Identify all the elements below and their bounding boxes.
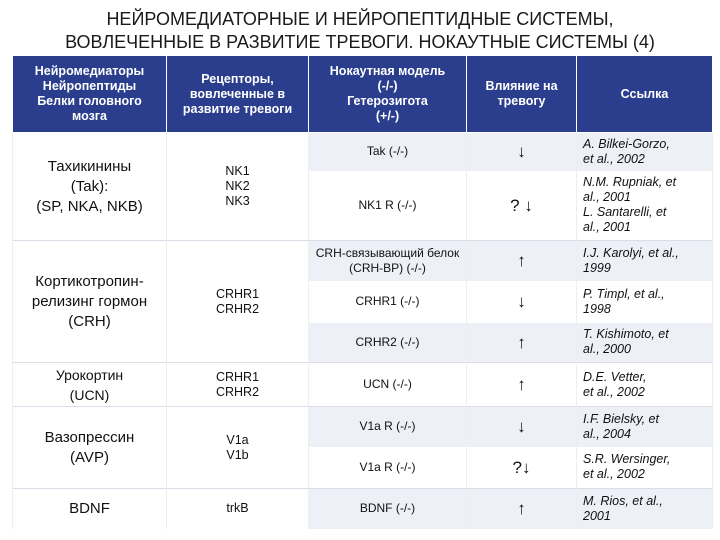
- receptor-cell: trkB: [167, 489, 309, 529]
- model-cell: CRH-связывающий белок (CRH-BP) (-/-): [309, 241, 467, 281]
- header-row: [13, 56, 713, 133]
- header-reference: Ссылка: [577, 56, 713, 133]
- effect-cell: ↓: [467, 407, 577, 447]
- effect-cell: ↓: [467, 281, 577, 323]
- model-cell: UCN (-/-): [309, 363, 467, 407]
- header-systems: Нейромедиаторы Нейропептиды Белки головного мозга: [13, 56, 167, 133]
- header-knockout-model: Нокаутная модель (-/-) Гетерозигота (+/-): [309, 56, 467, 133]
- receptor-cell: CRHR1 CRHR2: [167, 241, 309, 363]
- system-cell: Тахикинины (Tak): (SP, NKA, NKB): [13, 133, 167, 241]
- receptor-cell: V1a V1b: [167, 407, 309, 489]
- model-cell: BDNF (-/-): [309, 489, 467, 529]
- effect-cell: ↑: [467, 489, 577, 529]
- system-cell: Урокортин (UCN): [13, 363, 167, 407]
- system-cell: Кортикотропин- релизинг гормон (CRH): [13, 241, 167, 363]
- effect-cell: ? ↓: [467, 171, 577, 241]
- system-cell: Вазопрессин (AVP): [13, 407, 167, 489]
- model-cell: CRHR1 (-/-): [309, 281, 467, 323]
- header-anxiety-effect: Влияние на тревогу: [467, 56, 577, 133]
- effect-cell: ↑: [467, 241, 577, 281]
- reference-cell: M. Rios, et al., 2001: [577, 489, 713, 529]
- table-row: [13, 363, 713, 407]
- table-row: [13, 489, 713, 529]
- model-cell: Tak (-/-): [309, 133, 467, 171]
- effect-cell: ↑: [467, 323, 577, 363]
- effect-cell: ↑: [467, 363, 577, 407]
- reference-cell: P. Timpl, et al., 1998: [577, 281, 713, 323]
- receptor-cell: CRHR1 CRHR2: [167, 363, 309, 407]
- title-line-1: НЕЙРОМЕДИАТОРНЫЕ И НЕЙРОПЕПТИДНЫЕ СИСТЕМЫ,: [106, 9, 614, 29]
- receptor-cell: NK1 NK2 NK3: [167, 133, 309, 241]
- reference-cell: A. Bilkei-Gorzo, et al., 2002: [577, 133, 713, 171]
- model-cell: V1a R (-/-): [309, 407, 467, 447]
- model-cell: V1a R (-/-): [309, 447, 467, 489]
- model-cell: NK1 R (-/-): [309, 171, 467, 241]
- table-row: [13, 407, 713, 447]
- slide-title: [0, 8, 720, 54]
- effect-cell: ?↓: [467, 447, 577, 489]
- reference-cell: I.F. Bielsky, et al., 2004: [577, 407, 713, 447]
- reference-cell: T. Kishimoto, et al., 2000: [577, 323, 713, 363]
- title-line-2: ВОВЛЕЧЕННЫЕ В РАЗВИТИЕ ТРЕВОГИ. НОКАУТНЫЕ СИСТЕМЫ (4): [65, 32, 655, 52]
- effect-cell: ↓: [467, 133, 577, 171]
- reference-cell: S.R. Wersinger, et al., 2002: [577, 447, 713, 489]
- model-cell: CRHR2 (-/-): [309, 323, 467, 363]
- system-cell: BDNF: [13, 489, 167, 529]
- header-receptors: Рецепторы, вовлеченные в развитие тревоги: [167, 56, 309, 133]
- table-row: [13, 241, 713, 281]
- table-row: [13, 133, 713, 171]
- reference-cell: N.M. Rupniak, et al., 2001 L. Santarelli, et al., 2001: [577, 171, 713, 241]
- reference-cell: D.E. Vetter, et al., 2002: [577, 363, 713, 407]
- knockout-table: [12, 55, 713, 529]
- reference-cell: I.J. Karolyi, et al., 1999: [577, 241, 713, 281]
